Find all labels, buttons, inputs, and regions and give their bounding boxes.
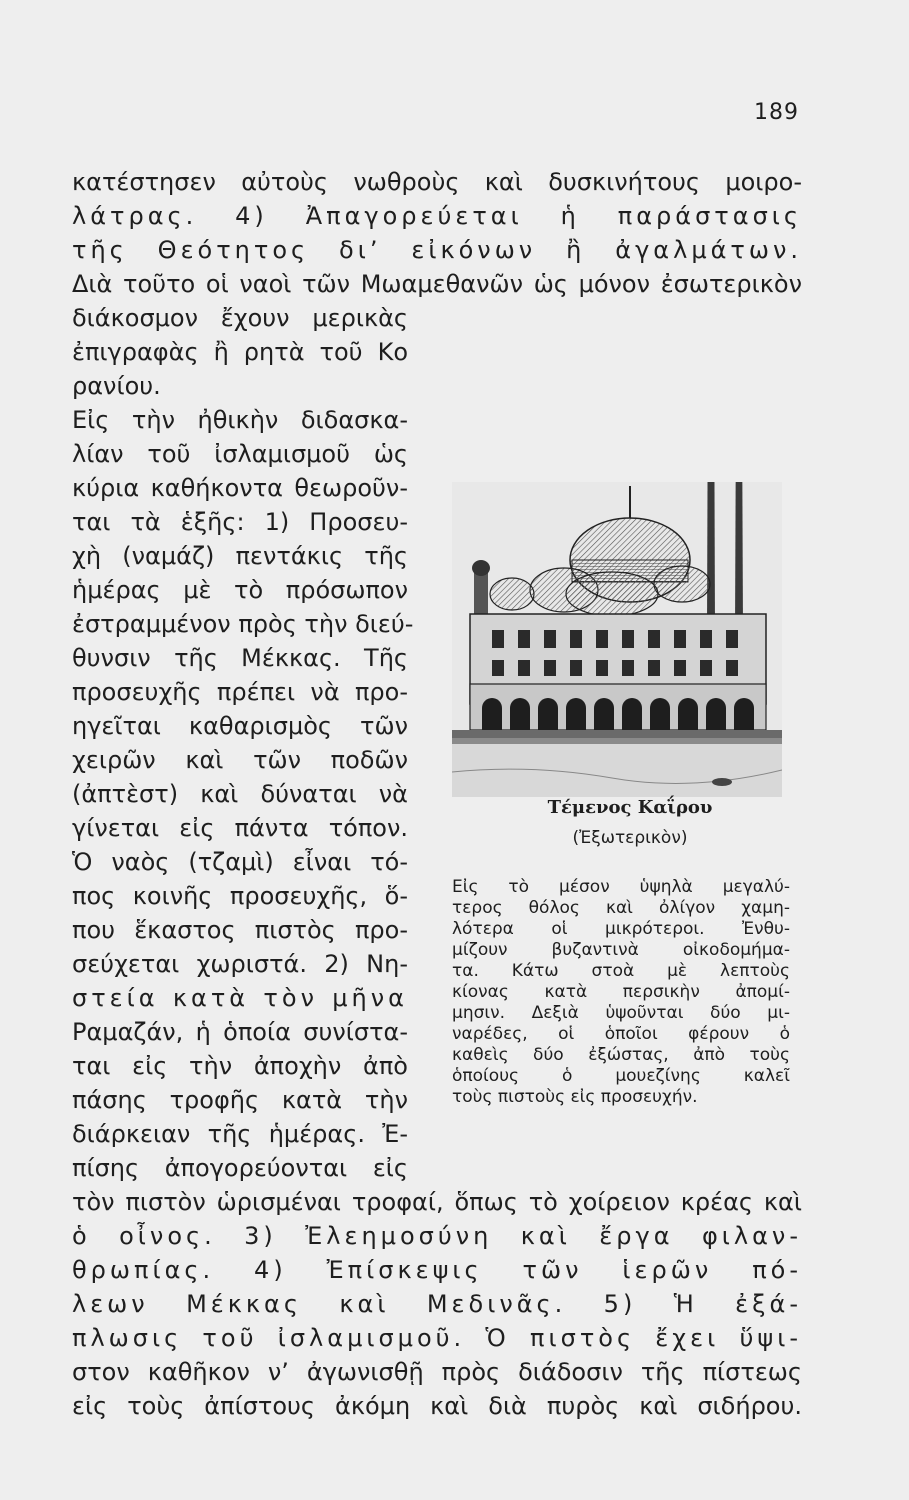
mosque-illustration <box>452 482 782 797</box>
body-line-3: τῆς Θεότητος διʼ εἰκόνων ἢ ἀγαλμάτων. <box>72 236 802 264</box>
caption-line-3: λότερα οἱ μικρότεροι. Ἐνθυ- <box>452 919 790 939</box>
body-line-5: διάκοσμον ἔχουν μερικὰς <box>72 304 408 332</box>
caption-line-11: τοὺς πιστοὺς εἰς προσευχήν. <box>452 1087 698 1107</box>
body-line-31: τὸν πιστὸν ὡρισμέναι τροφαί, ὅπως τὸ χοίρειον κρέας καὶ <box>72 1188 802 1216</box>
body-line-34: λεων Μέκκας καὶ Μεδινᾶς. 5) Ἡ ἐξά- <box>72 1290 802 1318</box>
caption-line-6: κίονας κατὰ περσικὴν ἀπομί- <box>452 982 790 1002</box>
caption-line-8: ναρέδες, οἱ ὁποῖοι φέρουν ὁ <box>452 1024 790 1044</box>
body-line-6: ἐπιγραφὰς ἢ ρητὰ τοῦ Κο <box>72 338 408 366</box>
body-line-12: χὴ (ναμάζ) πεντάκις τῆς <box>72 542 408 570</box>
body-line-24: σεύχεται χωριστά. 2) Νη- <box>72 950 408 978</box>
body-line-30: πίσης ἀπογορεύονται εἰς <box>72 1154 408 1182</box>
body-line-35: πλωσις τοῦ ἰσλαμισμοῦ. Ὁ πιστὸς ἔχει ὕψι- <box>72 1324 802 1352</box>
body-line-11: ται τὰ ἑξῆς: 1) Προσευ- <box>72 508 408 536</box>
caption-line-7: μησιν. Δεξιὰ ὑψοῦνται δύο μι- <box>452 1003 790 1023</box>
caption-line-9: καθεὶς δύο ἐξώστας, ἀπὸ τοὺς <box>452 1045 790 1065</box>
body-line-10: κύρια καθήκοντα θεωροῦν- <box>72 474 408 502</box>
body-line-2: λάτρας. 4) Ἀπαγορεύεται ἡ παράστασις <box>72 202 802 230</box>
body-line-33: θρωπίας. 4) Ἐπίσκεψις τῶν ἱερῶν πό- <box>72 1256 802 1284</box>
body-line-32: ὁ οἶνος. 3) Ἐλεημοσύνη καὶ ἔργα φιλαν- <box>72 1222 802 1250</box>
page-number: 189 <box>754 100 799 125</box>
body-line-37: εἰς τοὺς ἀπίστους ἀκόμη καὶ διὰ πυρὸς καὶ σιδήρου. <box>72 1392 802 1420</box>
body-line-23: που ἕκαστος πιστὸς προ- <box>72 916 408 944</box>
body-line-20: γίνεται εἰς πάντα τόπον. <box>72 814 408 842</box>
body-line-21: Ὁ ναὸς (τζαμὶ) εἶναι τό- <box>72 848 408 876</box>
body-line-17: ηγεῖται καθαρισμὸς τῶν <box>72 712 408 740</box>
body-line-8: Εἰς τὴν ἠθικὴν διδασκα- <box>72 406 408 434</box>
body-line-4: Διὰ τοῦτο οἱ ναοὶ τῶν Μωαμεθανῶν ὡς μόνον ἐσωτερικὸν <box>72 270 802 298</box>
body-line-29: διάρκειαν τῆς ἡμέρας. Ἐ- <box>72 1120 408 1148</box>
body-line-27: ται εἰς τὴν ἀποχὴν ἀπὸ <box>72 1052 408 1080</box>
figure-title: Τέμενος Καΐρου <box>547 797 713 818</box>
body-line-22: πος κοινῆς προσευχῆς, ὅ- <box>72 882 408 910</box>
body-line-16: προσευχῆς πρέπει νὰ προ- <box>72 678 408 706</box>
body-line-36: στον καθῆκον νʼ ἀγωνισθῇ πρὸς διάδοσιν τῆς πίστεως <box>72 1358 802 1386</box>
body-line-7: ρανίου. <box>72 372 161 400</box>
body-line-14: ἐστραμμένον πρὸς τὴν διεύ- <box>72 610 414 638</box>
body-line-26: Ραμαζάν, ἡ ὁποία συνίστα- <box>72 1018 408 1046</box>
body-line-19: (ἀπτὲστ) καὶ δύναται νὰ <box>72 780 408 808</box>
body-line-15: θυνσιν τῆς Μέκκας. Τῆς <box>72 644 408 672</box>
caption-line-2: τερος θόλος καὶ ὀλίγον χαμη- <box>452 898 790 918</box>
body-line-18: χειρῶν καὶ τῶν ποδῶν <box>72 746 408 774</box>
caption-line-4: μίζουν βυζαντινὰ οἰκοδομήμα- <box>452 940 790 960</box>
caption-line-1: Εἰς τὸ μέσον ὑψηλὰ μεγαλύ- <box>452 877 790 897</box>
body-line-9: λίαν τοῦ ἰσλαμισμοῦ ὡς <box>72 440 408 468</box>
body-line-28: πάσης τροφῆς κατὰ τὴν <box>72 1086 408 1114</box>
caption-line-5: τα. Κάτω στοὰ μὲ λεπτοὺς <box>452 961 790 981</box>
body-line-1: κατέστησεν αὐτοὺς νωθροὺς καὶ δυσκινήτους μοιρο- <box>72 168 802 196</box>
body-line-13: ἡμέρας μὲ τὸ πρόσωπον <box>72 576 408 604</box>
caption-line-10: ὁποίους ὁ μουεζίνης καλεῖ <box>452 1066 790 1086</box>
figure-subtitle: (Ἐξωτερικὸν) <box>572 828 688 848</box>
body-line-25: στεία κατὰ τὸν μῆνα <box>72 984 408 1012</box>
